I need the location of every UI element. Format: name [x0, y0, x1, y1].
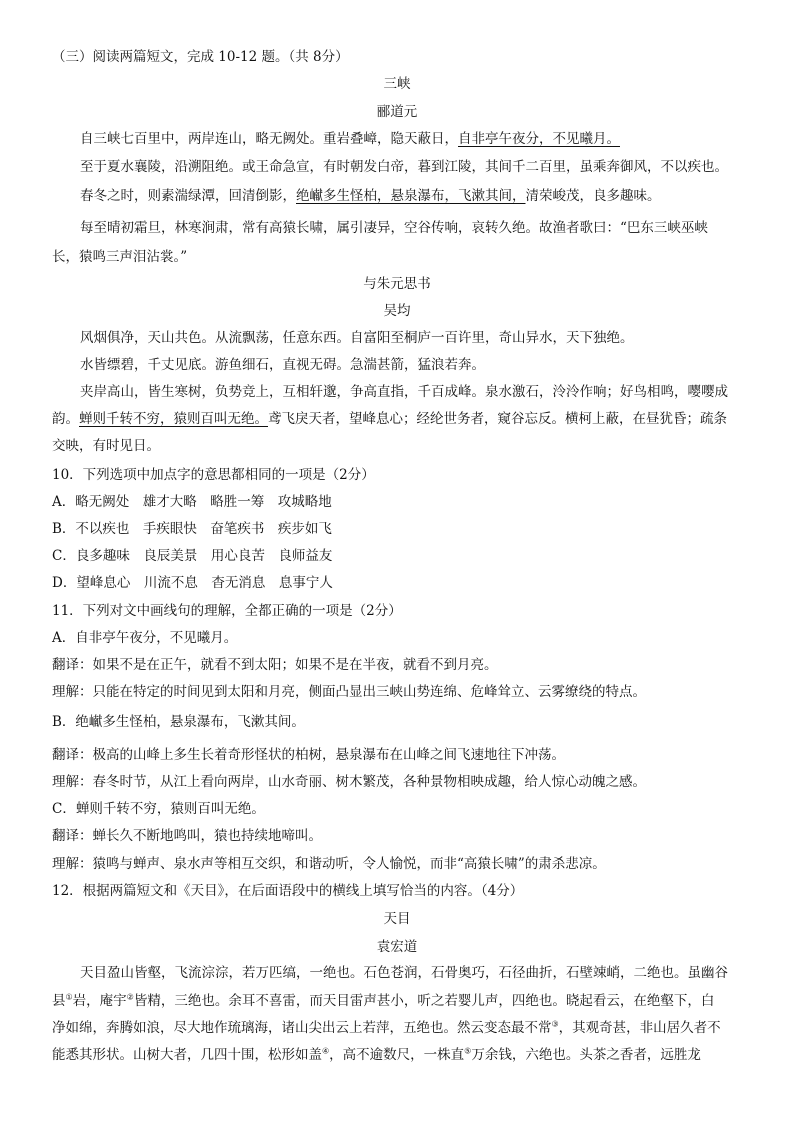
passage-text: 皆精，三绝也。余耳不喜雷，而天目雷声甚小，听之若婴儿声，四绝也。晓起看云，在绝壑下，白 [133, 993, 715, 1009]
passage-line-4 [52, 1046, 701, 1064]
passage-text: 净如绵，奔腾如浪，尽大地作琉璃海，诸山尖出云上若萍，五绝也。然云变态最不常 [52, 1020, 552, 1036]
question-11-option-c-sentence: C．蝉则千转不穷，猿则百叫无绝。 [52, 801, 265, 817]
question-11-option-a-translation: 翻译：如果不是在正午，就看不到太阳；如果不是在半夜，就看不到月亮。 [52, 657, 498, 673]
question-11-option-b-sentence: B．绝𪩘多生怪柏，悬泉瀑布，飞漱其间。 [52, 714, 305, 730]
question-11-option-c-translation: 翻译：蝉长久不断地鸣叫，猿也持续地啼叫。 [52, 828, 322, 844]
passage-title: 天目 [383, 911, 411, 927]
essay2-paragraph-3-line-3: 交映，有时见日。 [52, 438, 160, 454]
passage-line-2 [52, 992, 714, 1010]
question-11-option-c-explanation: 理解：猿鸣与蝉声、泉水声等相互交织，和谐动听，令人愉悦，而非“高猿长啸”的肃杀悲凉。 [52, 856, 606, 872]
question-10-option-a: A．略无阙处 雄才大略 略胜一筹 攻城略地 [52, 494, 332, 510]
footnote-marker: ② [126, 992, 134, 1002]
underlined-sentence-b: 绝𪩘多生怪柏，悬泉瀑布，飞漱其间， [296, 188, 526, 204]
question-11-option-b-translation: 翻译：极高的山峰上多生长着奇形怪状的柏树，悬泉瀑布在山峰之间飞速地往下冲荡。 [52, 747, 565, 763]
footnote-marker: ④ [322, 1046, 330, 1056]
question-10-option-d: D．望峰息心 川流不息 杳无消息 息事宁人 [52, 575, 333, 591]
passage-text: 能悉其形状。山树大者，几四十围，松形如盖 [52, 1047, 322, 1063]
question-10-stem: 10．下列选项中加点字的意思都相同的一项是（2分） [52, 467, 375, 483]
essay1-p3-text-a: 春冬之时，则素湍绿潭，回清倒影， [80, 188, 296, 204]
question-12-stem: 12．根据两篇短文和《天目》，在后面语段中的横线上填写恰当的内容。（4分） [52, 883, 524, 899]
passage-text: 岩，庵宇 [72, 993, 127, 1009]
passage-text: ，高不逾数尺，一株直 [329, 1047, 465, 1063]
question-10-option-b: B．不以疾也 手疾眼快 奋笔疾书 疾步如飞 [52, 521, 332, 537]
question-11-stem: 11．下列对文中画线句的理解，全都正确的一项是（2分） [52, 603, 402, 619]
passage-text: 县 [52, 993, 66, 1009]
essay1-paragraph-3 [80, 187, 661, 205]
underlined-sentence-a: 自非亭午夜分，不见曦月。 [458, 131, 620, 147]
section-header: （三）阅读两篇短文，完成 10-12 题。（共 8分） [52, 49, 349, 65]
essay2-author: 吴均 [383, 303, 411, 319]
essay1-paragraph-2: 至于夏水襄陵，沿溯阻绝。或王命急宣，有时朝发白帝，暮到江陵，其间千二百里，虽乘奔御风，不以疾也。 [80, 159, 728, 175]
footnote-marker: ⑤ [464, 1046, 472, 1056]
essay1-author: 郦道元 [376, 104, 418, 120]
passage-line-3 [52, 1019, 721, 1037]
essay2-paragraph-3-line-1: 夹岸高山，皆生寒树，负势竞上，互相轩邈，争高直指，千百成峰。泉水激石，泠泠作响；好鸟相鸣，嘤嘤成 [80, 384, 728, 400]
essay1-paragraph-1 [80, 130, 620, 148]
essay1-p3-text-b: 清荣峻茂，良多趣味。 [525, 188, 661, 204]
essay1-p1-text: 自三峡七百里中，两岸连山，略无阙处。重岩叠嶂，隐天蔽日， [80, 131, 458, 147]
underlined-sentence-c: 蝉则千转不穷，猿则百叫无绝。 [79, 411, 268, 427]
passage-text: 万余钱，六绝也。头茶之香者，远胜龙 [471, 1047, 701, 1063]
essay1-title: 三峡 [383, 76, 411, 92]
essay2-title: 与朱元思书 [363, 276, 431, 292]
essay1-paragraph-4-line-2: 长，猿鸣三声泪沾裳。” [52, 249, 188, 265]
essay2-paragraph-1: 风烟俱净，天山共色。从流飘荡，任意东西。自富阳至桐庐一百许里，奇山异水，天下独绝。 [80, 330, 634, 346]
question-10-option-c: C．良多趣味 良辰美景 用心良苦 良师益友 [52, 548, 333, 564]
footnote-marker: ① [65, 992, 73, 1002]
essay2-p3-text-a: 韵。 [52, 411, 79, 427]
passage-text: ，其观奇甚，非山居久者不 [558, 1020, 721, 1036]
question-11-option-b-explanation: 理解：春冬时节，从江上看向两岸，山水奇丽、树木繁茂，各种景物相映成趣，给人惊心动魄之感。 [52, 774, 646, 790]
essay2-paragraph-3-line-2 [52, 410, 727, 428]
passage-line-1: 天目盈山皆壑，飞流淙淙，若万匹缟，一绝也。石色苍润，石骨奥巧，石径曲折，石壁竦峭，二绝也。虽幽谷 [80, 965, 728, 981]
passage-author: 袁宏道 [376, 939, 418, 955]
essay2-p3-text-b: 鸢飞戾天者，望峰息心；经纶世务者，窥谷忘反。横柯上蔽，在昼犹昏；疏条 [268, 411, 727, 427]
essay1-paragraph-4-line-1: 每至晴初霜旦，林寒涧肃，常有高猿长啸，属引凄异，空谷传响，哀转久绝。故渔者歌曰：“巴东三峡巫峡 [80, 220, 708, 236]
footnote-marker: ③ [551, 1019, 559, 1029]
question-11-option-a-sentence: A．自非亭午夜分，不见曦月。 [52, 630, 238, 646]
question-11-option-a-explanation: 理解：只能在特定的时间见到太阳和月亮，侧面凸显出三峡山势连绵、危峰耸立、云雾缭绕的特点。 [52, 684, 646, 700]
essay2-paragraph-2: 水皆缥碧，千丈见底。游鱼细石，直视无碍。急湍甚箭，猛浪若奔。 [80, 357, 485, 373]
